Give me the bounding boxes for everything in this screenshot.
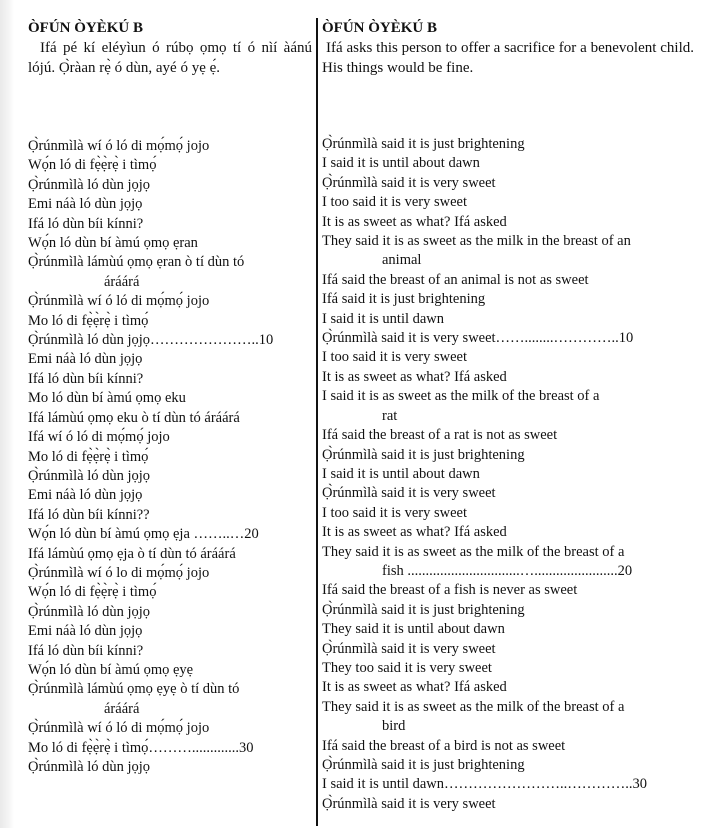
verse-line: [28, 739, 312, 758]
verse-text: Ọ̀rúnmìlà said it is very sweet: [322, 174, 496, 191]
verse-line: [322, 348, 694, 367]
page-edge-shadow: [0, 0, 14, 828]
verse-wrap-text: bird: [382, 718, 406, 735]
verse-text: Mo ló di fẹ̀ẹ̀rẹ̀ i tìmọ́……….............30: [28, 739, 254, 756]
verse-text: Ọ̀rúnmìlà wí ó lo di mọ́mọ́ jojo: [28, 564, 210, 581]
verse-text: It is as sweet as what? Ifá asked: [322, 679, 507, 696]
verse-line: [322, 659, 694, 678]
verse-line: [28, 370, 312, 389]
verse-line: [322, 601, 694, 620]
verse-text: Ọ̀rúnmìlà lámùú ọmọ ẹyẹ ò tí dùn tó: [28, 681, 240, 698]
verse-line: [28, 506, 312, 525]
verse-text: Ọ̀rúnmìlà ló dùn jọjọ…………………..10: [28, 332, 274, 349]
verse-text: They too said it is very sweet: [322, 659, 492, 676]
verse-line: [28, 195, 312, 214]
verse-line: [322, 446, 694, 465]
verse-text: Ọ̀rúnmìlà wí ó ló di mọ́mọ́ jojo: [28, 293, 210, 310]
verse-text: Emi náà ló dùn jọjọ: [28, 487, 143, 504]
verse-text: Ifá ló dùn bíi kínni?: [28, 642, 144, 659]
verse-line: [322, 387, 694, 426]
verse-line: [322, 737, 694, 756]
verse-line: [28, 137, 312, 156]
verse-line: [28, 719, 312, 738]
verse-text: I said it is until dawn……………………..…………..30: [322, 776, 648, 793]
verse-text: Emi náà ló dùn jọjọ: [28, 623, 143, 640]
verse-line: [322, 775, 694, 794]
verse-text: Wọ́n ló dùn bí àmú ọmọ ẹyẹ: [28, 661, 194, 678]
verse-line: [322, 620, 694, 639]
verse-text: They said it is until about dawn: [322, 621, 505, 638]
verse-line: [28, 253, 312, 292]
verse-line: [322, 523, 694, 542]
verse-line: [28, 583, 312, 602]
english-intro: Ifá asks this person to offer a sacrifice for a benevolent child. His things would be fine.: [322, 40, 694, 76]
verse-line: [28, 215, 312, 234]
yoruba-column: [28, 20, 312, 777]
verse-line: [322, 504, 694, 523]
verse-text: They said it is as sweet as the milk in the breast of an: [322, 233, 631, 250]
verse-line: [28, 545, 312, 564]
verse-line: [322, 310, 694, 329]
verse-text: I said it is until about dawn: [322, 155, 480, 172]
verse-text: Ifá ló dùn bíi kínni?: [28, 215, 144, 232]
yoruba-heading: ÒFÚN ÒYÈKÚ B: [28, 20, 144, 36]
verse-text: I said it is until dawn: [322, 310, 445, 327]
column-divider: [316, 18, 318, 826]
verse-line: [28, 409, 312, 428]
verse-line: [28, 331, 312, 350]
verse-line: [28, 312, 312, 331]
verse-wrap-text: fish ...............................….......................20: [382, 562, 633, 579]
verse-line: [28, 661, 312, 680]
verse-wrap-text: áráárá: [104, 700, 140, 717]
verse-line: [322, 543, 694, 582]
verse-text: Wọ́n ló dùn bí àmú ọmọ ẹran: [28, 235, 198, 252]
verse-line: [322, 135, 694, 154]
english-heading: ÒFÚN ÒYÈKÚ B: [322, 20, 438, 36]
verse-text: Ọ̀rúnmìlà lámùú ọmọ ẹran ò tí dùn tó: [28, 254, 245, 271]
verse-line: [322, 795, 694, 814]
verse-line: [322, 678, 694, 697]
verse-line: [28, 389, 312, 408]
english-verse-list: [322, 135, 694, 814]
verse-line: [322, 154, 694, 173]
verse-text: Ifá lámùú ọmọ eku ò tí dùn tó áráárá: [28, 409, 240, 426]
verse-text: Ọ̀rúnmìlà wí ó ló di mọ́mọ́ jojo: [28, 720, 210, 737]
verse-text: I too said it is very sweet: [322, 504, 467, 521]
verse-line: [28, 467, 312, 486]
verse-line: [322, 465, 694, 484]
verse-text: Ifá ló dùn bíi kínni?: [28, 370, 144, 387]
verse-line: [28, 680, 312, 719]
verse-text: I too said it is very sweet: [322, 194, 467, 211]
yoruba-verse-list: [28, 137, 312, 777]
verse-line: [28, 564, 312, 583]
verse-text: Mo ló di fẹ̀ẹ̀rẹ̀ i tìmọ́: [28, 312, 149, 329]
verse-wrap-text: rat: [382, 407, 398, 424]
verse-text: Ọ̀rúnmìlà said it is very sweet……........…………..10: [322, 330, 634, 347]
verse-text: Ọ̀rúnmìlà said it is just brightening: [322, 136, 525, 152]
verse-line: [322, 640, 694, 659]
verse-text: Wọ́n ló di fẹ̀ẹ̀rẹ̀ i tìmọ́: [28, 584, 157, 601]
verse-text: I said it is until about dawn: [322, 465, 480, 482]
verse-text: Ifá said the breast of an animal is not as sweet: [322, 271, 589, 288]
verse-line: [322, 698, 694, 737]
verse-text: Ifá said the breast of a fish is never as sweet: [322, 582, 578, 599]
verse-text: Ifá said the breast of a rat is not as sweet: [322, 427, 558, 444]
verse-text: Ọ̀rúnmìlà ló dùn jọjọ: [28, 759, 151, 775]
verse-text: Mo ló dùn bí àmú ọmọ eku: [28, 390, 186, 407]
verse-text: I said it is as sweet as the milk of the breast of a: [322, 388, 600, 405]
verse-text: Wọ́n ló di fẹ̀ẹ̀rẹ̀ i tìmọ́: [28, 157, 157, 174]
verse-line: [28, 622, 312, 641]
verse-text: Emi náà ló dùn jọjọ: [28, 196, 143, 213]
verse-text: Ifá said it is just brightening: [322, 291, 486, 308]
verse-line: [28, 234, 312, 253]
verse-wrap-text: áráárá: [104, 273, 140, 290]
verse-text: Ọ̀rúnmìlà said it is just brightening: [322, 446, 525, 463]
verse-line: [28, 448, 312, 467]
verse-text: Ifá lámùú ọmọ ẹja ò tí dùn tó áráárá: [28, 545, 236, 562]
verse-line: [28, 525, 312, 544]
verse-text: Wọ́n ló dùn bí àmú ọmọ ẹja ……..…20: [28, 526, 259, 543]
verse-text: Ọ̀rúnmìlà said it is very sweet: [322, 795, 496, 812]
verse-text: Ọ̀rúnmìlà ló dùn jọjọ: [28, 467, 151, 484]
verse-text: Ifá wí ó ló di mọ́mọ́ jojo: [28, 429, 170, 446]
verse-text: Ọ̀rúnmìlà said it is just brightening: [322, 601, 525, 618]
verse-wrap-text: animal: [382, 252, 422, 269]
verse-line: [322, 484, 694, 503]
verse-line: [322, 232, 694, 271]
verse-line: [322, 426, 694, 445]
verse-line: [322, 271, 694, 290]
verse-text: It is as sweet as what? Ifá asked: [322, 524, 507, 541]
verse-text: Ọ̀rúnmìlà wí ó ló di mọ́mọ́ jojo: [28, 138, 210, 154]
verse-line: [322, 174, 694, 193]
yoruba-intro: Ifá pé kí eléyìun ó rúbọ ọmọ tí ó nìí àánú lójú. Ọ̀ràan rẹ̀ ó dùn, ayé ó yẹ ẹ́.: [28, 40, 312, 76]
verse-line: [28, 486, 312, 505]
verse-line: [322, 756, 694, 775]
verse-text: Ọ̀rúnmìlà said it is very sweet: [322, 640, 496, 657]
verse-line: [322, 368, 694, 387]
verse-text: I too said it is very sweet: [322, 349, 467, 366]
verse-line: [322, 290, 694, 309]
verse-line: [322, 213, 694, 232]
verse-line: [28, 428, 312, 447]
verse-line: [28, 156, 312, 175]
verse-line: [322, 329, 694, 348]
verse-line: [28, 292, 312, 311]
verse-text: Ifá said the breast of a bird is not as sweet: [322, 737, 566, 754]
english-column: [322, 20, 694, 814]
verse-line: [28, 642, 312, 661]
verse-text: Ifá ló dùn bíi kínni??: [28, 506, 150, 523]
verse-text: Ọ̀rúnmìlà said it is very sweet: [322, 485, 496, 502]
verse-text: They said it is as sweet as the milk of the breast of a: [322, 698, 625, 715]
verse-text: It is as sweet as what? Ifá asked: [322, 368, 507, 385]
verse-text: Ọ̀rúnmìlà said it is just brightening: [322, 757, 525, 773]
verse-text: They said it is as sweet as the milk of the breast of a: [322, 543, 625, 560]
verse-text: Ọ̀rúnmìlà ló dùn jọjọ: [28, 603, 151, 620]
verse-text: It is as sweet as what? Ifá asked: [322, 213, 507, 230]
verse-line: [28, 350, 312, 369]
verse-line: [322, 581, 694, 600]
verse-text: Emi náà ló dùn jọjọ: [28, 351, 143, 368]
verse-line: [28, 758, 312, 777]
verse-line: [28, 176, 312, 195]
verse-text: Ọ̀rúnmìlà ló dùn jọjọ: [28, 176, 151, 193]
verse-line: [28, 603, 312, 622]
verse-line: [322, 193, 694, 212]
verse-text: Mo ló di fẹ̀ẹ̀rẹ̀ i tìmọ́: [28, 448, 149, 465]
